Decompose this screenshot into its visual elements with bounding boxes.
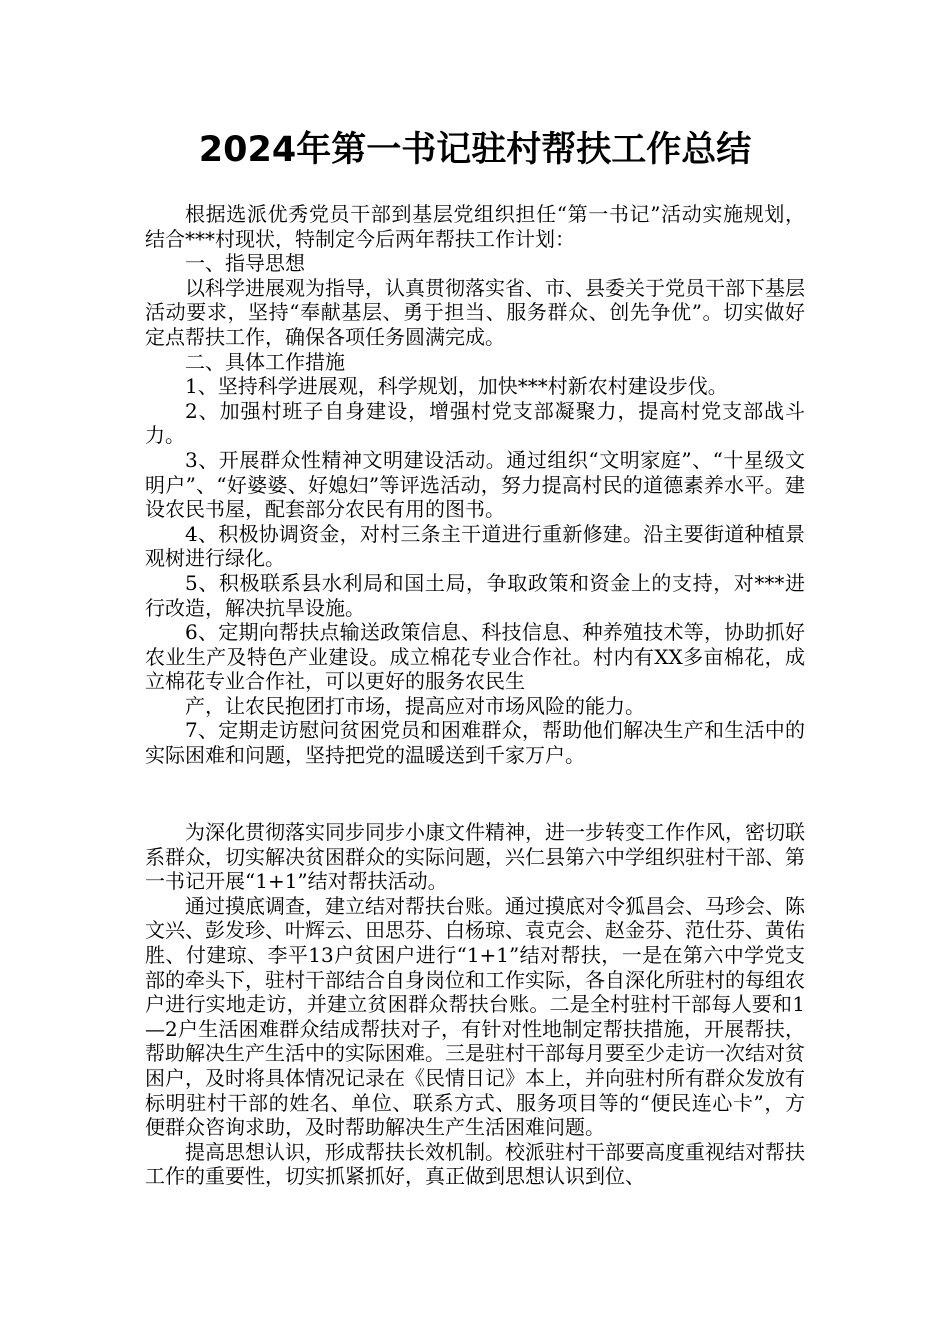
mechanism-paragraph: 提高思想认识，形成帮扶长效机制。校派驻村干部要高度重视结对帮扶工作的重要性，切实抓紧抓好，真正做到思想认识到位、 <box>145 1139 805 1189</box>
guiding-ideology-paragraph: 以科学进展观为指导，认真贯彻落实省、市、县委关于党员干部下基层活动要求，坚持“奉献基层、勇于担当、服务群众、创先争优”。切实做好定点帮扶工作，确保各项任务圆满完成。 <box>145 275 805 349</box>
work-plan-section <box>145 202 805 768</box>
measure-item-4: 4、积极协调资金，对村三条主干道进行重新修建。沿主要街道种植景观树进行绿化。 <box>145 521 805 571</box>
measure-item-3: 3、开展群众性精神文明建设活动。通过组织“文明家庭”、“十星级文明户”、“好婆婆、好媳妇”等评选活动，努力提高村民的道德素养水平。建设农民书屋，配套部分农民有用的图书。 <box>145 447 805 522</box>
document-title: 2024年第一书记驻村帮扶工作总结 <box>198 130 752 170</box>
section-heading-guiding-ideology: 一、指导思想 <box>185 251 305 276</box>
intro-paragraph: 根据选派优秀党员干部到基层党组织担任“第一书记”活动实施规划，结合***村现状，特制定今后两年帮扶工作计划： <box>145 202 805 251</box>
measure-item-5: 5、积极联系县水利局和国土局，争取政策和资金上的支持，对***进行改造，解决抗旱设施。 <box>145 570 805 620</box>
measure-item-6: 6、定期向帮扶点输送政策信息、科技信息、种养殖技术等，协助抓好农业生产及特色产业建设。成立棉花专业合作社。村内有XX多亩棉花，成立棉花专业合作社，可以更好的服务农民生 <box>145 620 805 694</box>
measure-item-6-continued: 产，让农民抱团打市场，提高应对市场风险的能力。 <box>185 693 645 718</box>
measure-item-1: 1、坚持科学进展观，科学规划，加快***村新农村建设步伐。 <box>185 374 728 399</box>
pairing-ledger-paragraph: 通过摸底调查，建立结对帮扶台账。通过摸底对令狐昌会、马珍会、陈文兴、彭发珍、叶辉云、田思芬、白杨琼、袁克会、赵金芬、范仕芬、黄佑胜、付建琼、李平13户贫困户进行“1+1”结对帮扶，一是在第六中学党支部的牵头下，驻村干部结合自身岗位和工作实际，各自深化所驻村的每组农户进行实地走访，并建立贫困群众帮扶台账。二是全村驻村干部每人要和1—2户生活困难群众结成帮扶对子，有针对性地制定帮扶措施，开展帮扶，帮助解决生产生活中的实际困难。三是驻村干部每月要至少走访一次结对贫困户，及时将具体情况记录在《民情日记》本上，并向驻村所有群众发放有标明驻村干部的姓名、单位、联系方式、服务项目等的“便民连心卡”，方便群众咨询求助，及时帮助解决生产生活困难问题。 <box>145 893 805 1140</box>
section-heading-measures: 二、具体工作措施 <box>185 349 345 374</box>
pairing-intro-paragraph: 为深化贯彻落实同步同步小康文件精神，进一步转变工作作风，密切联系群众，切实解决贫困群众的实际问题，兴仁县第六中学组织驻村干部、第一书记开展“1+1”结对帮扶活动。 <box>145 820 805 894</box>
pairing-assistance-section <box>145 820 805 1189</box>
measure-item-2: 2、加强村班子自身建设，增强村党支部凝聚力，提高村党支部战斗力。 <box>145 398 805 448</box>
measure-item-7: 7、定期走访慰问贫困党员和困难群众，帮助他们解决生产和生活中的实际困难和问题，坚持把党的温暖送到千家万户。 <box>145 718 805 768</box>
